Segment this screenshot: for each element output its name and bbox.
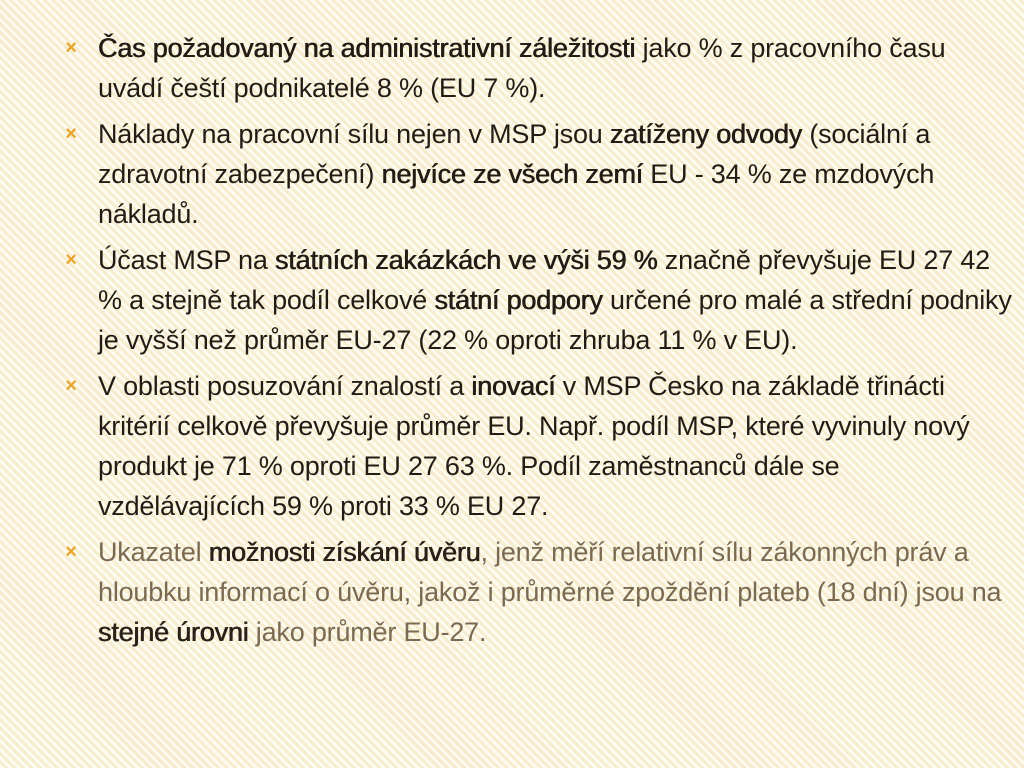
bullet-marker-icon: ×	[65, 37, 77, 59]
bullet-emphasis-text: zatíženy odvody	[609, 119, 803, 149]
bullet-marker-icon: ×	[65, 123, 77, 145]
bullet-item	[58, 114, 1013, 234]
bullet-emphasis-text: inovací	[471, 371, 556, 401]
bullet-item	[58, 532, 1013, 652]
bullet-text: jako % z pracovního času uvádí čeští podnikatelé 8 % (EU 7 %).	[98, 33, 946, 103]
bullet-item	[58, 240, 1013, 360]
bullet-emphasis-text: nejvíce ze všech zemí	[381, 159, 643, 189]
bullet-marker-icon: ×	[65, 249, 77, 271]
bullet-emphasis-text: Čas požadovaný na administrativní záležitosti	[98, 33, 636, 63]
bullet-text: Účast MSP na	[98, 245, 275, 275]
bullet-text: Náklady na pracovní sílu nejen v MSP jsou	[98, 119, 610, 149]
bullet-marker-icon: ×	[65, 541, 77, 563]
bullet-text: v MSP Česko na základě třinácti kritérií celkově převyšuje průměr EU. Např. podíl MSP, které vyvinuly nový produkt je 71 % oproti EU 27 63 %. Podíl zaměstnanců dále se vzdělávajících 59 % proti 33 % EU 27.	[98, 371, 970, 521]
bullet-emphasis-text: státních zakázkách ve výši 59 %	[274, 245, 658, 275]
bullet-item	[58, 366, 1013, 526]
bullet-text: Ukazatel	[98, 537, 209, 567]
bullet-text: jako průměr EU-27.	[248, 617, 487, 647]
bullet-emphasis-text: stejné úrovni	[98, 617, 249, 647]
bullet-marker-icon: ×	[65, 375, 77, 397]
bullet-list	[58, 28, 1013, 658]
bullet-text: , jenž měří relativní sílu zákonných práv a hloubku informací o úvěru, jakož i průměrné zpoždění plateb (18 dní) jsou na	[98, 537, 1002, 607]
bullet-text: V oblasti posuzování znalostí a	[98, 371, 472, 401]
bullet-emphasis-text: státní podpory	[434, 285, 603, 315]
bullet-text: EU - 34 % ze mzdových nákladů.	[98, 159, 935, 229]
bullet-text: určené pro malé a střední podniky je vyšší než průměr EU-27 (22 % oproti zhruba 11 % v EU).	[98, 285, 1012, 355]
bullet-emphasis-text: možnosti získání úvěru	[208, 537, 481, 567]
bullet-text: značně převyšuje EU 27 42 % a stejně tak podíl celkové	[98, 245, 990, 315]
bullet-text: (sociální a zdravotní zabezpečení)	[98, 119, 931, 189]
bullet-item	[58, 28, 1013, 108]
